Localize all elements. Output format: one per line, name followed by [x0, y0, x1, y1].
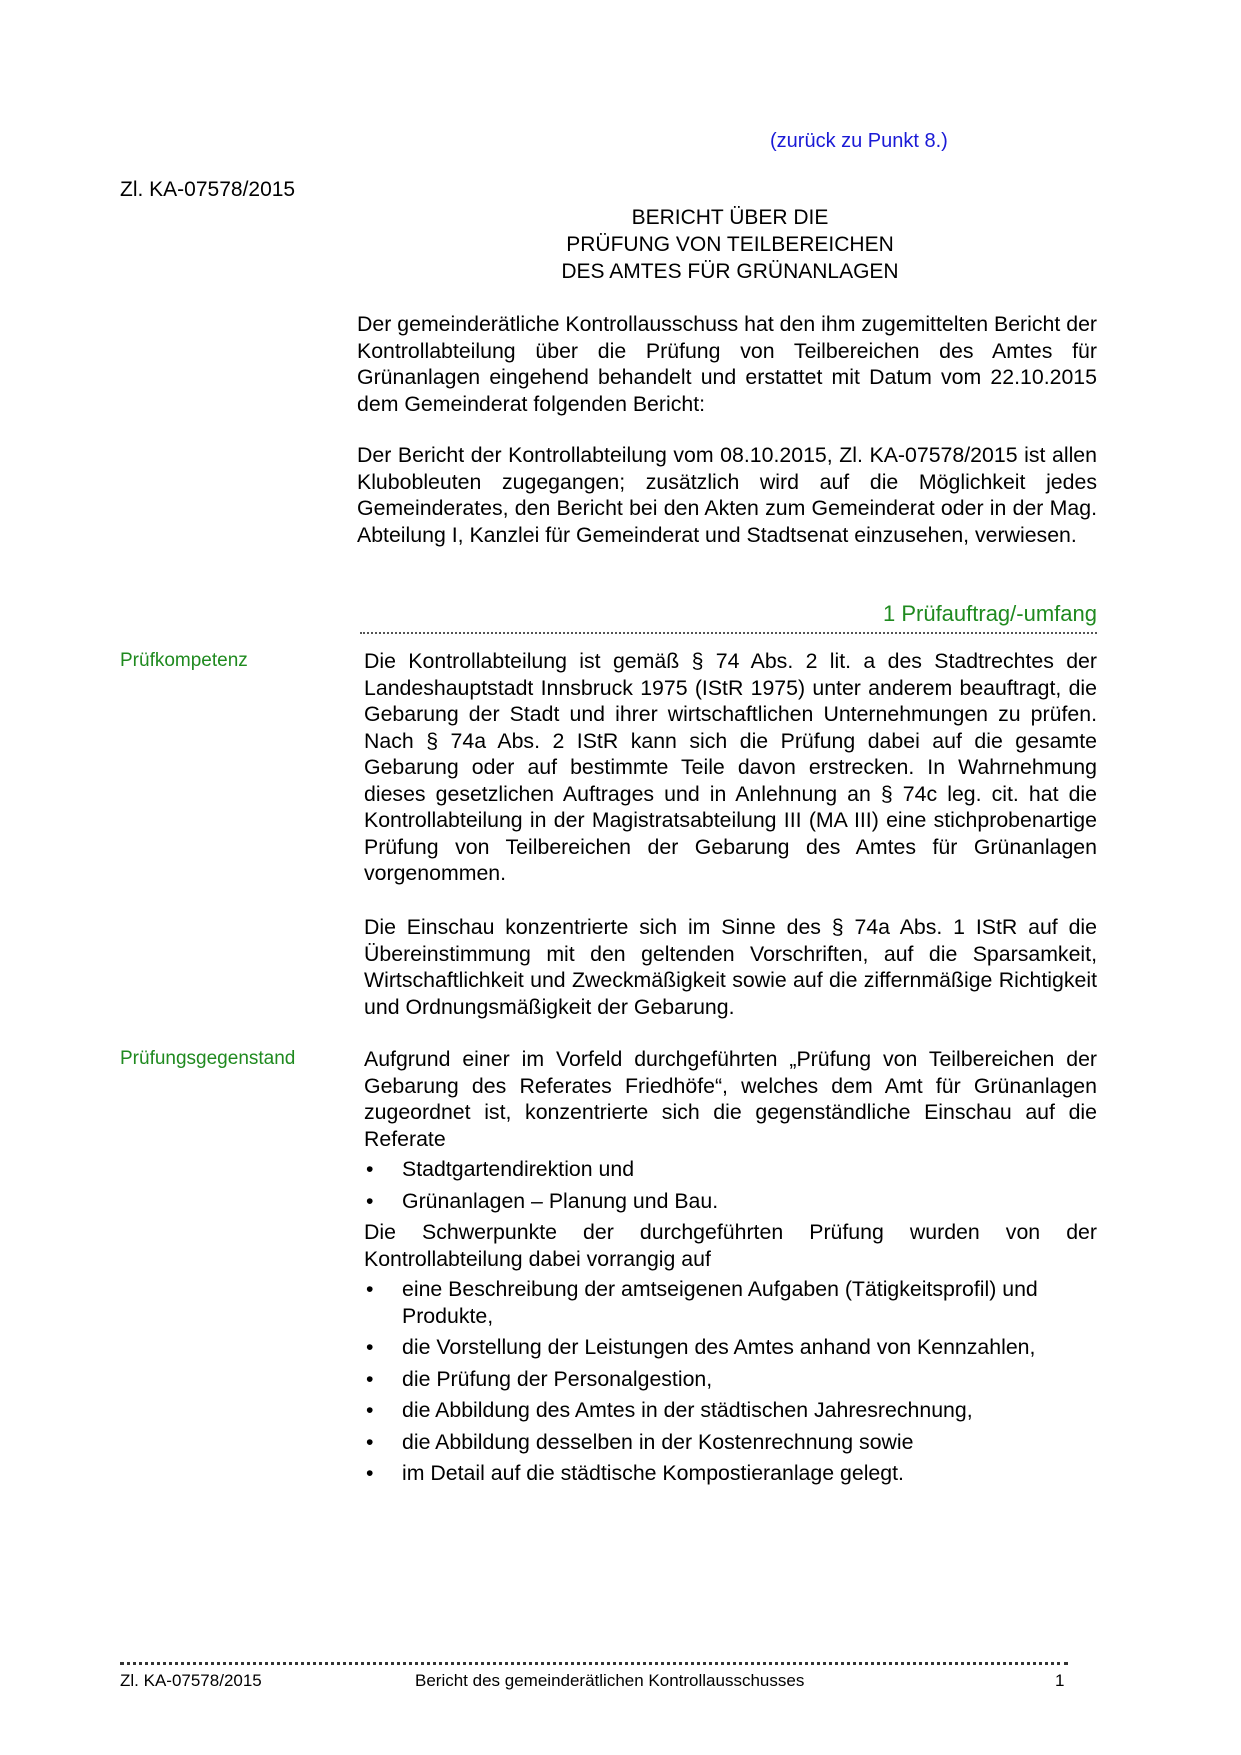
title-line-3: DES AMTES FÜR GRÜNANLAGEN	[561, 260, 899, 283]
back-to-point-link[interactable]: (zurück zu Punkt 8.)	[770, 130, 948, 152]
section-paragraph-4: Die Schwerpunkte der durchgeführten Prüfung wurden von der Kontrollabteilung dabei vorrangig auf	[364, 1220, 1097, 1271]
footer-reference: Zl. KA-07578/2015	[120, 1671, 262, 1690]
list-item: • Grünanlagen – Planung und Bau.	[364, 1188, 1097, 1215]
pruefungsgegenstand-block	[364, 1046, 1097, 1492]
footer-divider	[120, 1662, 1068, 1665]
title-line-2: PRÜFUNG VON TEILBEREICHEN	[566, 233, 894, 256]
margin-label-pruefkompetenz: Prüfkompetenz	[120, 650, 248, 671]
schwerpunkte-list	[364, 1276, 1097, 1487]
intro-paragraph-1: Der gemeinderätliche Kontrollausschuss hat den ihm zugemittelten Bericht der Kontrollabteilung über die Prüfung von Teilbereichen des Amtes für Grünanlagen eingehend behandelt und erstattet mit Datum vom 22.10.2015 dem Gemeinderat folgenden Bericht:	[357, 312, 1097, 416]
footer-title: Bericht des gemeinderätlichen Kontrollausschusses	[415, 1671, 805, 1690]
list-item: • die Prüfung der Personalgestion,	[364, 1366, 1097, 1393]
intro-paragraph-2: Der Bericht der Kontrollabteilung vom 08.10.2015, Zl. KA-07578/2015 ist allen Klubobleuten zugegangen; zusätzlich wird auf die Möglichkeit jedes Gemeinderates, den Bericht bei den Akten zum Gemeinderat oder in der Mag. Abteilung I, Kanzlei für Gemeinderat und Stadtsenat einzusehen, verwiesen.	[357, 443, 1097, 547]
section-divider	[360, 632, 1097, 634]
list-item: • Stadtgartendirektion und	[364, 1156, 1097, 1183]
list-item: • eine Beschreibung der amtseigenen Aufgaben (Tätigkeitsprofil) und Produkte,	[364, 1276, 1097, 1329]
section-paragraph-1: Die Kontrollabteilung ist gemäß § 74 Abs. 2 lit. a des Stadtrechtes der Landeshauptstadt Innsbruck 1975 (IStR 1975) unter anderem beauftragt, die Gebarung der Stadt und ihrer wirtschaftlichen Unternehmungen zu prüfen. Nach § 74a Abs. 2 IStR kann sich die Prüfung dabei auf die gesamte Gebarung oder auf bestimmte Teile davon erstrecken. In Wahrnehmung dieses gesetzlichen Auftrages und in Anlehnung an § 74c leg. cit. hat die Kontrollabteilung in der Magistratsabteilung III (MA III) eine stichprobenartige Prüfung von Teilbereichen der Gebarung des Amtes für Grünanlagen vorgenommen.	[364, 649, 1097, 885]
reference-number: Zl. KA-07578/2015	[120, 178, 296, 201]
title-line-1: BERICHT ÜBER DIE	[631, 206, 829, 229]
section-paragraph-2: Die Einschau konzentrierte sich im Sinne des § 74a Abs. 1 IStR auf die Übereinstimmung mit den geltenden Vorschriften, auf die Sparsamkeit, Wirtschaftlichkeit und Zweckmäßigkeit sowie auf die ziffernmäßige Richtigkeit und Ordnungsmäßigkeit der Gebarung.	[364, 915, 1097, 1019]
margin-label-pruefungsgegenstand: Prüfungsgegenstand	[120, 1048, 296, 1069]
list-item: • im Detail auf die städtische Kompostieranlage gelegt.	[364, 1460, 1097, 1487]
section-paragraph-3: Aufgrund einer im Vorfeld durchgeführten „Prüfung von Teilbereichen der Gebarung des Referates Friedhöfe“, welches dem Amt für Grünanlagen zugeordnet ist, konzentrierte sich die gegenständliche Einschau auf die Referate	[364, 1047, 1097, 1151]
document-title	[480, 204, 980, 285]
list-item: • die Abbildung des Amtes in der städtischen Jahresrechnung,	[364, 1397, 1097, 1424]
section-heading: 1 Prüfauftrag/-umfang	[882, 601, 1097, 626]
list-item: • die Vorstellung der Leistungen des Amtes anhand von Kennzahlen,	[364, 1334, 1097, 1361]
list-item: • die Abbildung desselben in der Kostenrechnung sowie	[364, 1429, 1097, 1456]
referate-list	[364, 1156, 1097, 1214]
page-number: 1	[1055, 1671, 1065, 1690]
